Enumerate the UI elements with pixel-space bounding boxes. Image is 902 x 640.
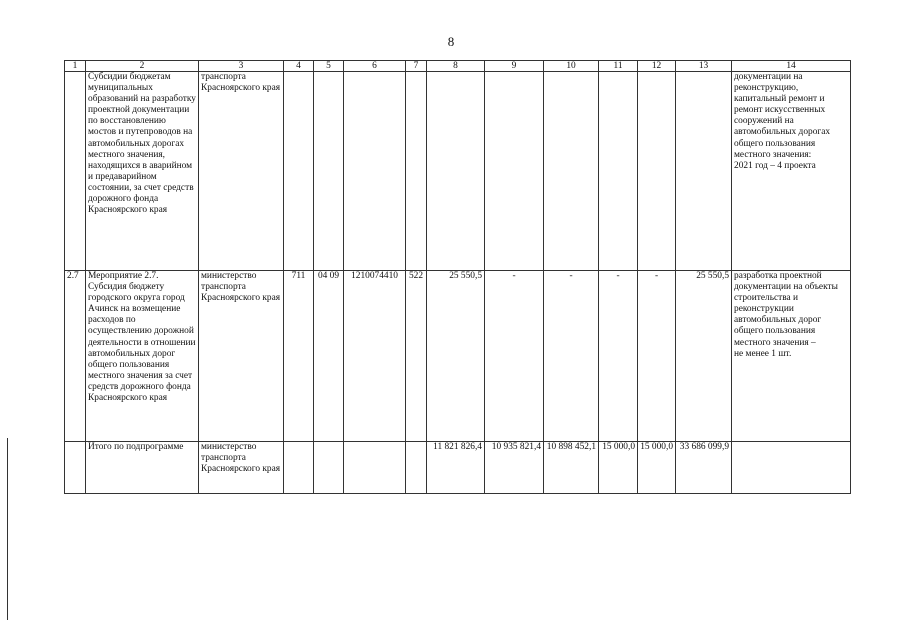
description-cell: Субсидии бюджетам муниципальных образований на разработку проектной документации по восстановлению мостов и путепроводов на автомобильных дорогах местного значения, находящихся в аварийном и предаварийном состоянии, за счет средств дорожного фонда Красноярского края [86,72,199,271]
header-cell: 7 [406,61,427,72]
total-cell: 33 686 099,9 [676,442,732,494]
page-number: 8 [447,34,455,49]
amount-cell: - [638,271,676,442]
vr-cell [406,442,427,494]
result-cell [732,442,851,494]
header-cell: 5 [314,61,344,72]
row-number-cell [65,72,86,271]
header-cell: 13 [676,61,732,72]
header-cell: 14 [732,61,851,72]
table-row [65,271,851,442]
description-cell: Итого по подпрограмме [86,442,199,494]
csr-cell: 1210074410 [344,271,406,442]
executor-cell: министерство транспорта Красноярского края [199,442,284,494]
amount-cell: - [544,271,599,442]
amount-cell: 10 898 452,1 [544,442,599,494]
row-number-cell [65,442,86,494]
result-cell: разработка проектной документации на объекты строительства и реконструкции автомобильных дорог общего пользования местного значения – не менее 1 шт. [732,271,851,442]
total-cell: 25 550,5 [676,271,732,442]
csr-cell [344,442,406,494]
section-cell [314,72,344,271]
amount-cell: 11 821 826,4 [427,442,485,494]
grbs-cell: 711 [284,271,314,442]
amount-cell: 15 000,0 [599,442,638,494]
table-row [65,442,851,494]
description-cell: Мероприятие 2.7. Субсидия бюджету городского округа город Ачинск на возмещение расходов по осуществлению дорожной деятельности в отношении автомобильных дорог общего пользования местного значения за счет средств дорожного фонда Красноярского края [86,271,199,442]
header-cell: 9 [485,61,544,72]
result-cell: документации на реконструкцию, капитальный ремонт и ремонт искусственных сооружений на автомобильных дорогах общего пользования местного значения: 2021 год – 4 проекта [732,72,851,271]
table-row [65,72,851,271]
amount-cell: - [485,271,544,442]
amount-cell: - [599,271,638,442]
header-cell: 8 [427,61,485,72]
header-cell: 3 [199,61,284,72]
amount-cell [427,72,485,271]
amount-cell [485,72,544,271]
header-row [65,61,851,72]
executor-cell: министерство транспорта Красноярского края [199,271,284,442]
csr-cell [344,72,406,271]
amount-cell [638,72,676,271]
amount-cell: 10 935 821,4 [485,442,544,494]
amount-cell [544,72,599,271]
section-cell: 04 09 [314,271,344,442]
amount-cell: 15 000,0 [638,442,676,494]
header-cell: 6 [344,61,406,72]
vr-cell: 522 [406,271,427,442]
total-cell [676,72,732,271]
header-cell: 12 [638,61,676,72]
margin-line [7,438,8,620]
header-cell: 4 [284,61,314,72]
header-cell: 11 [599,61,638,72]
header-cell: 2 [86,61,199,72]
header-cell: 10 [544,61,599,72]
amount-cell [599,72,638,271]
vr-cell [406,72,427,271]
row-number-cell: 2.7 [65,271,86,442]
grbs-cell [284,442,314,494]
grbs-cell [284,72,314,271]
header-cell: 1 [65,61,86,72]
budget-table [64,60,851,494]
section-cell [314,442,344,494]
amount-cell: 25 550,5 [427,271,485,442]
executor-cell: транспорта Красноярского края [199,72,284,271]
